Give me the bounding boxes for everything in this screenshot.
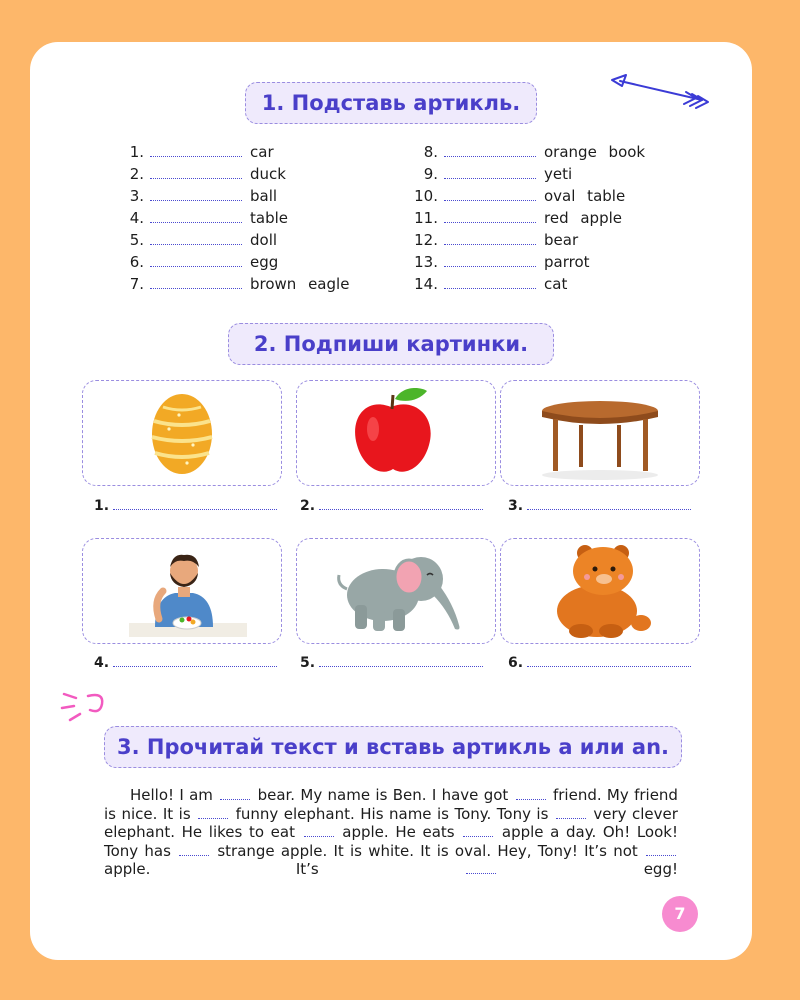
golden-egg-icon <box>83 381 281 485</box>
caption-number: 5. <box>300 655 316 671</box>
answer-blank[interactable] <box>150 144 242 157</box>
item-word: brown eagle <box>250 275 350 293</box>
item-number: 7. <box>129 275 144 293</box>
article-blank[interactable] <box>179 843 209 856</box>
answer-blank[interactable] <box>444 188 536 201</box>
item-number: 9. <box>423 165 438 183</box>
item-number: 5. <box>129 231 144 249</box>
picture-card-egg <box>82 380 282 486</box>
picture-caption <box>94 498 277 514</box>
answer-blank[interactable] <box>319 656 483 667</box>
item-word: yeti <box>544 165 573 183</box>
item-number: 12. <box>414 231 438 249</box>
answer-blank[interactable] <box>150 254 242 267</box>
answer-blank[interactable] <box>444 276 536 289</box>
arrow-icon <box>606 72 716 112</box>
item-number: 6. <box>129 253 144 271</box>
caption-number: 3. <box>508 498 524 514</box>
list-item <box>386 141 696 163</box>
list-item <box>386 185 696 207</box>
list-item <box>116 273 376 295</box>
article-blank[interactable] <box>556 806 586 819</box>
list-item <box>386 273 696 295</box>
text-segment: bear. My name is Ben. I have got <box>257 786 509 804</box>
answer-blank[interactable] <box>444 166 536 179</box>
picture-card-man <box>82 538 282 644</box>
picture-card-elephant <box>296 538 496 644</box>
item-number: 3. <box>129 187 144 205</box>
wooden-table-icon <box>501 381 699 485</box>
item-word: ball <box>250 187 278 205</box>
answer-blank[interactable] <box>113 656 277 667</box>
picture-card-table <box>500 380 700 486</box>
item-word: parrot <box>544 253 590 271</box>
answer-blank[interactable] <box>527 499 691 510</box>
item-number: 4. <box>129 209 144 227</box>
list-item <box>116 251 376 273</box>
page-number-badge: 7 <box>662 896 698 932</box>
list-item <box>386 163 696 185</box>
section1-heading: 1. Подставь артикль. <box>245 82 537 124</box>
item-word: table <box>250 209 288 227</box>
answer-blank[interactable] <box>150 188 242 201</box>
reading-text <box>104 786 678 879</box>
picture-caption <box>300 655 483 671</box>
bear-icon <box>501 539 699 643</box>
caption-number: 1. <box>94 498 110 514</box>
article-blank[interactable] <box>304 824 334 837</box>
answer-blank[interactable] <box>444 232 536 245</box>
list-item <box>116 229 376 251</box>
list-item <box>116 185 376 207</box>
item-number: 10. <box>414 187 438 205</box>
text-segment: Hello! I am <box>130 786 213 804</box>
article-blank[interactable] <box>466 861 496 874</box>
answer-blank[interactable] <box>527 656 691 667</box>
list-item <box>116 141 376 163</box>
item-word: bear <box>544 231 579 249</box>
sparkle-icon <box>54 686 110 726</box>
text-segment: egg! <box>643 860 678 879</box>
item-word: duck <box>250 165 286 183</box>
answer-blank[interactable] <box>444 210 536 223</box>
item-word: red apple <box>544 209 622 227</box>
list-item <box>116 163 376 185</box>
picture-caption <box>508 498 691 514</box>
list-item <box>116 207 376 229</box>
text-segment: very clever elephant. He likes to eat <box>104 804 678 842</box>
item-word: egg <box>250 253 279 271</box>
picture-card-bear <box>500 538 700 644</box>
item-number: 11. <box>414 209 438 227</box>
answer-blank[interactable] <box>444 144 536 157</box>
list-item <box>386 251 696 273</box>
article-blank[interactable] <box>463 824 493 837</box>
caption-number: 2. <box>300 498 316 514</box>
answer-blank[interactable] <box>319 499 483 510</box>
item-word: car <box>250 143 274 161</box>
picture-card-apple <box>296 380 496 486</box>
caption-number: 6. <box>508 655 524 671</box>
article-list-right <box>386 141 696 295</box>
item-number: 14. <box>414 275 438 293</box>
picture-caption <box>94 655 277 671</box>
caption-number: 4. <box>94 655 110 671</box>
answer-blank[interactable] <box>150 232 242 245</box>
text-segment: apple. He eats <box>342 823 455 842</box>
text-segment: funny elephant. His name is Tony. Tony is <box>235 804 549 823</box>
article-blank[interactable] <box>646 843 676 856</box>
text-segment: strange apple. It is white. It is oval. Hey, Tony! It’s not <box>217 841 638 860</box>
list-item <box>386 207 696 229</box>
answer-blank[interactable] <box>150 166 242 179</box>
picture-caption <box>300 498 483 514</box>
item-word: doll <box>250 231 278 249</box>
article-blank[interactable] <box>516 787 546 800</box>
answer-blank[interactable] <box>150 210 242 223</box>
article-blank[interactable] <box>220 787 250 800</box>
text-segment: friend. My friend is nice. It is <box>104 786 678 823</box>
picture-caption <box>508 655 691 671</box>
item-number: 1. <box>129 143 144 161</box>
item-number: 2. <box>129 165 144 183</box>
answer-blank[interactable] <box>113 499 277 510</box>
article-list-left <box>116 141 376 295</box>
text-segment: apple. It’s <box>104 860 319 879</box>
man-eating-icon <box>83 539 281 643</box>
answer-blank[interactable] <box>150 276 242 289</box>
list-item <box>386 229 696 251</box>
worksheet-page <box>30 42 752 960</box>
item-word: orange book <box>544 143 646 161</box>
red-apple-icon <box>297 381 495 485</box>
section3-heading: 3. Прочитай текст и вставь артикль a или an. <box>104 726 682 768</box>
section2-heading: 2. Подпиши картинки. <box>228 323 554 365</box>
item-number: 8. <box>423 143 438 161</box>
item-word: cat <box>544 275 568 293</box>
answer-blank[interactable] <box>444 254 536 267</box>
item-number: 13. <box>414 253 438 271</box>
text-segment: apple a day. Oh! Look! Tony has <box>104 823 678 860</box>
item-word: oval table <box>544 187 626 205</box>
elephant-icon <box>297 539 495 643</box>
article-blank[interactable] <box>198 806 228 819</box>
